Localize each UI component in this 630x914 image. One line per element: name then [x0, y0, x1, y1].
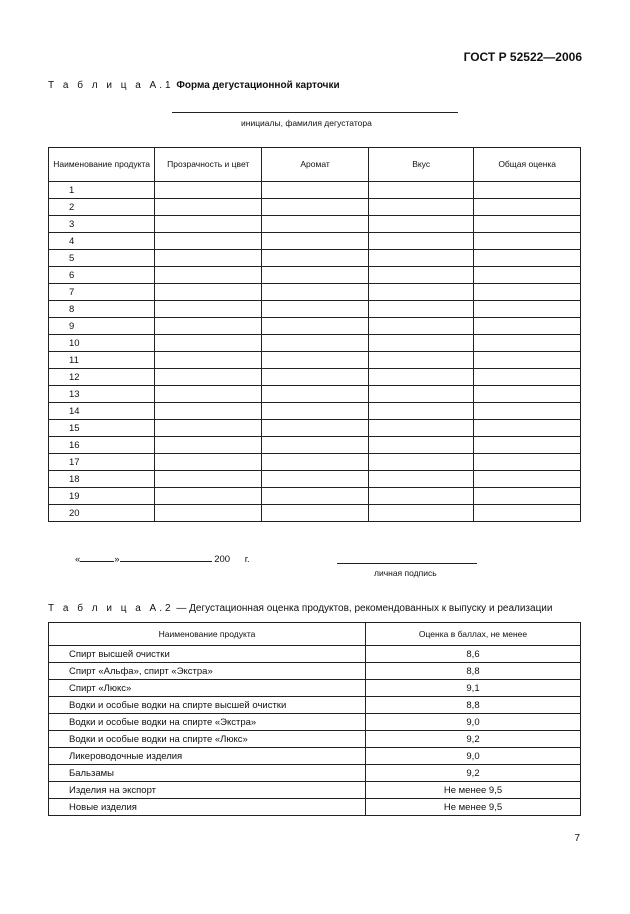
- table1-row: [49, 318, 581, 335]
- min-score: Не менее 9,5: [366, 799, 581, 816]
- table1-row: [49, 216, 581, 233]
- date-year-suffix: г.: [244, 554, 250, 565]
- taste-cell[interactable]: [368, 301, 473, 318]
- col-header-taste: Вкус: [368, 148, 473, 182]
- taste-cell[interactable]: [368, 420, 473, 437]
- clarity-cell[interactable]: [155, 420, 262, 437]
- row-number: 13: [49, 386, 155, 403]
- taste-cell[interactable]: [368, 335, 473, 352]
- min-score: 9,2: [366, 731, 581, 748]
- taste-cell[interactable]: [368, 488, 473, 505]
- table1-row: [49, 420, 581, 437]
- row-number: 1: [49, 182, 155, 199]
- taste-cell[interactable]: [368, 403, 473, 420]
- table1-row: [49, 488, 581, 505]
- row-number: 5: [49, 250, 155, 267]
- clarity-cell[interactable]: [155, 301, 262, 318]
- product-name: Спирт «Люкс»: [49, 680, 366, 697]
- total-cell[interactable]: [474, 182, 581, 199]
- taster-caption: инициалы, фамилия дегустатора: [241, 118, 372, 128]
- table1-row: [49, 403, 581, 420]
- table1-label: Т а б л и ц а А.1: [48, 80, 174, 91]
- aroma-cell[interactable]: [262, 250, 369, 267]
- table1-row: [49, 233, 581, 250]
- total-cell[interactable]: [474, 488, 581, 505]
- aroma-cell[interactable]: [262, 369, 369, 386]
- row-number: 4: [49, 233, 155, 250]
- clarity-cell[interactable]: [155, 233, 262, 250]
- date-close-quote: »: [114, 554, 120, 565]
- row-number: 16: [49, 437, 155, 454]
- table2-row: [49, 697, 581, 714]
- taster-name-line: [172, 112, 458, 113]
- table1-row: [49, 352, 581, 369]
- row-number: 19: [49, 488, 155, 505]
- row-number: 12: [49, 369, 155, 386]
- taste-cell[interactable]: [368, 216, 473, 233]
- page-number: 7: [574, 833, 580, 844]
- col-header-product: Наименование продукта: [49, 148, 155, 182]
- total-cell[interactable]: [474, 505, 581, 522]
- taste-cell[interactable]: [368, 437, 473, 454]
- tasting-card-table: [48, 147, 581, 522]
- row-number: 2: [49, 199, 155, 216]
- table2-row: [49, 799, 581, 816]
- aroma-cell[interactable]: [262, 284, 369, 301]
- table2-label: Т а б л и ц а А.2: [48, 603, 174, 614]
- aroma-cell[interactable]: [262, 386, 369, 403]
- col-header-clarity: Прозрачность и цвет: [155, 148, 262, 182]
- table2-caption: [48, 603, 552, 614]
- table1-row: [49, 369, 581, 386]
- total-cell[interactable]: [474, 335, 581, 352]
- min-score: 9,1: [366, 680, 581, 697]
- clarity-cell[interactable]: [155, 403, 262, 420]
- row-number: 14: [49, 403, 155, 420]
- aroma-cell[interactable]: [262, 267, 369, 284]
- total-cell[interactable]: [474, 216, 581, 233]
- table1-row: [49, 335, 581, 352]
- aroma-cell[interactable]: [262, 233, 369, 250]
- date-month-blank: [120, 553, 212, 562]
- product-name: Бальзамы: [49, 765, 366, 782]
- table1-title: Форма дегустационной карточки: [176, 80, 340, 91]
- col-header-min-score: Оценка в баллах, не менее: [366, 623, 581, 646]
- row-number: 11: [49, 352, 155, 369]
- clarity-cell[interactable]: [155, 335, 262, 352]
- min-score: 9,0: [366, 748, 581, 765]
- min-score: 9,2: [366, 765, 581, 782]
- product-name: Водки и особые водки на спирте «Люкс»: [49, 731, 366, 748]
- product-name: Водки и особые водки на спирте «Экстра»: [49, 714, 366, 731]
- table2-row: [49, 663, 581, 680]
- taste-cell[interactable]: [368, 182, 473, 199]
- clarity-cell[interactable]: [155, 437, 262, 454]
- table1-row: [49, 267, 581, 284]
- total-cell[interactable]: [474, 386, 581, 403]
- clarity-cell[interactable]: [155, 454, 262, 471]
- row-number: 15: [49, 420, 155, 437]
- aroma-cell[interactable]: [262, 454, 369, 471]
- table1-row: [49, 454, 581, 471]
- total-cell[interactable]: [474, 250, 581, 267]
- row-number: 3: [49, 216, 155, 233]
- aroma-cell[interactable]: [262, 335, 369, 352]
- table1-header-row: [49, 148, 581, 182]
- col-header-aroma: Аромат: [262, 148, 369, 182]
- row-number: 6: [49, 267, 155, 284]
- clarity-cell[interactable]: [155, 488, 262, 505]
- col-header-total: Общая оценка: [474, 148, 581, 182]
- taste-cell[interactable]: [368, 386, 473, 403]
- table1-row: [49, 199, 581, 216]
- aroma-cell[interactable]: [262, 403, 369, 420]
- table2-row: [49, 731, 581, 748]
- row-number: 10: [49, 335, 155, 352]
- clarity-cell[interactable]: [155, 352, 262, 369]
- clarity-cell[interactable]: [155, 318, 262, 335]
- min-score: 9,0: [366, 714, 581, 731]
- total-cell[interactable]: [474, 403, 581, 420]
- taste-cell[interactable]: [368, 199, 473, 216]
- table1-caption: [48, 80, 340, 91]
- total-cell[interactable]: [474, 199, 581, 216]
- min-score: 8,8: [366, 663, 581, 680]
- min-score: Не менее 9,5: [366, 782, 581, 799]
- aroma-cell[interactable]: [262, 301, 369, 318]
- product-name: Изделия на экспорт: [49, 782, 366, 799]
- date-day-blank: [80, 553, 114, 562]
- total-cell[interactable]: [474, 233, 581, 250]
- total-cell[interactable]: [474, 352, 581, 369]
- table2-title: — Дегустационная оценка продуктов, рекомендованных к выпуску и реализации: [173, 603, 553, 614]
- total-cell[interactable]: [474, 437, 581, 454]
- aroma-cell[interactable]: [262, 471, 369, 488]
- table2-row: [49, 680, 581, 697]
- product-name: Спирт «Альфа», спирт «Экстра»: [49, 663, 366, 680]
- aroma-cell[interactable]: [262, 352, 369, 369]
- taste-cell[interactable]: [368, 233, 473, 250]
- row-number: 20: [49, 505, 155, 522]
- product-name: Новые изделия: [49, 799, 366, 816]
- date-line: [75, 553, 250, 565]
- min-score: 8,6: [366, 646, 581, 663]
- taste-cell[interactable]: [368, 471, 473, 488]
- table1-row: [49, 505, 581, 522]
- total-cell[interactable]: [474, 318, 581, 335]
- table1-row: [49, 284, 581, 301]
- taste-cell[interactable]: [368, 352, 473, 369]
- aroma-cell[interactable]: [262, 216, 369, 233]
- date-open-quote: «: [75, 554, 81, 565]
- aroma-cell[interactable]: [262, 420, 369, 437]
- col-header-product-name: Наименование продукта: [49, 623, 366, 646]
- signature-caption: личная подпись: [374, 568, 437, 578]
- product-name: Спирт высшей очистки: [49, 646, 366, 663]
- table1-row: [49, 301, 581, 318]
- table1-row: [49, 471, 581, 488]
- taste-cell[interactable]: [368, 505, 473, 522]
- clarity-cell[interactable]: [155, 471, 262, 488]
- row-number: 7: [49, 284, 155, 301]
- table2-row: [49, 765, 581, 782]
- total-cell[interactable]: [474, 420, 581, 437]
- aroma-cell[interactable]: [262, 505, 369, 522]
- clarity-cell[interactable]: [155, 284, 262, 301]
- clarity-cell[interactable]: [155, 369, 262, 386]
- table2-row: [49, 782, 581, 799]
- taste-cell[interactable]: [368, 454, 473, 471]
- row-number: 18: [49, 471, 155, 488]
- clarity-cell[interactable]: [155, 182, 262, 199]
- aroma-cell[interactable]: [262, 437, 369, 454]
- row-number: 9: [49, 318, 155, 335]
- recommended-scores-table: [48, 622, 581, 816]
- clarity-cell[interactable]: [155, 267, 262, 284]
- clarity-cell[interactable]: [155, 505, 262, 522]
- clarity-cell[interactable]: [155, 250, 262, 267]
- standard-number: ГОСТ Р 52522—2006: [463, 50, 582, 64]
- taste-cell[interactable]: [368, 284, 473, 301]
- taste-cell[interactable]: [368, 318, 473, 335]
- total-cell[interactable]: [474, 301, 581, 318]
- taste-cell[interactable]: [368, 267, 473, 284]
- aroma-cell[interactable]: [262, 199, 369, 216]
- table2-row: [49, 748, 581, 765]
- table2-body: [49, 646, 581, 816]
- total-cell[interactable]: [474, 369, 581, 386]
- total-cell[interactable]: [474, 454, 581, 471]
- row-number: 17: [49, 454, 155, 471]
- taste-cell[interactable]: [368, 250, 473, 267]
- product-name: Водки и особые водки на спирте высшей очистки: [49, 697, 366, 714]
- table2-header-row: [49, 623, 581, 646]
- table1-row: [49, 182, 581, 199]
- row-number: 8: [49, 301, 155, 318]
- clarity-cell[interactable]: [155, 386, 262, 403]
- total-cell[interactable]: [474, 267, 581, 284]
- product-name: Ликероводочные изделия: [49, 748, 366, 765]
- table1-row: [49, 386, 581, 403]
- taste-cell[interactable]: [368, 369, 473, 386]
- total-cell[interactable]: [474, 284, 581, 301]
- signature-line: [337, 563, 477, 564]
- min-score: 8,8: [366, 697, 581, 714]
- date-year: 200: [214, 554, 231, 565]
- clarity-cell[interactable]: [155, 199, 262, 216]
- clarity-cell[interactable]: [155, 216, 262, 233]
- table1-body: [49, 182, 581, 522]
- aroma-cell[interactable]: [262, 318, 369, 335]
- table1-row: [49, 250, 581, 267]
- aroma-cell[interactable]: [262, 182, 369, 199]
- total-cell[interactable]: [474, 471, 581, 488]
- table2-row: [49, 646, 581, 663]
- table1-row: [49, 437, 581, 454]
- aroma-cell[interactable]: [262, 488, 369, 505]
- table2-row: [49, 714, 581, 731]
